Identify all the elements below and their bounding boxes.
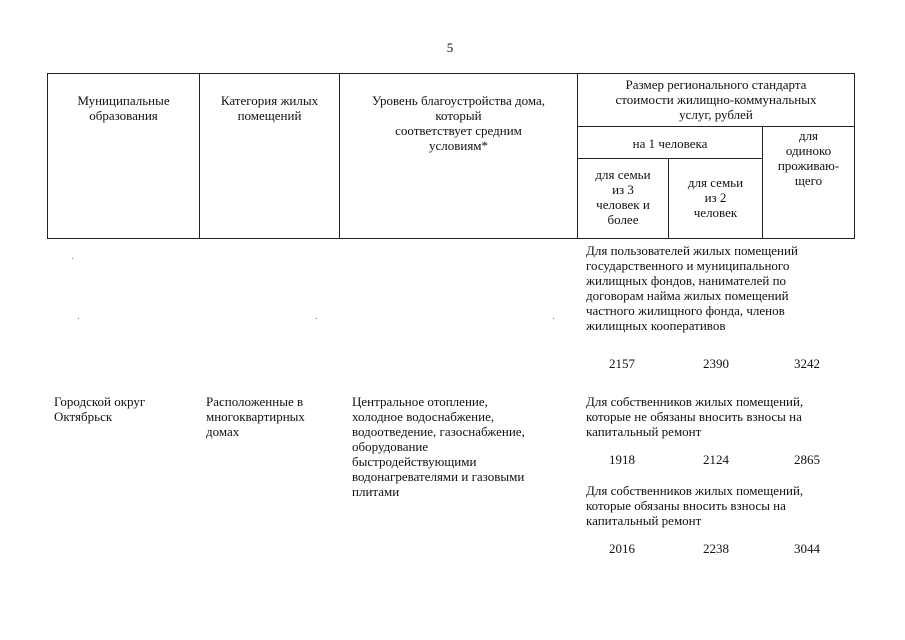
value-family3: 2016: [609, 541, 635, 556]
value-family3: 2157: [609, 356, 635, 371]
header-standard: Размер регионального стандарта стоимости жилищно-коммунальных услуг, рублей: [615, 77, 817, 122]
row-level: Центральное отопление, холодное водоснабжение, водоотведение, газоснабжение, оборудование быстродействующими водонагревателями и газовыми плитами: [352, 394, 525, 499]
header-municipal: Муниципальные образования: [77, 93, 170, 123]
header-category: Категория жилых помещений: [220, 93, 319, 123]
value-family2: 2390: [703, 356, 729, 371]
row-category: Расположенные в многоквартирных домах: [206, 394, 305, 439]
header-single: для одиноко проживаю- щего: [777, 128, 840, 188]
value-single: 3242: [794, 356, 820, 371]
header-family2: для семьи из 2 человек: [687, 175, 744, 220]
value-single: 3044: [794, 541, 820, 556]
value-family3: 1918: [609, 452, 635, 467]
value-single: 2865: [794, 452, 820, 467]
group-title: Для собственников жилых помещений, которые не обязаны вносить взносы на капитальный ремонт: [586, 394, 804, 439]
value-family2: 2124: [703, 452, 729, 467]
value-family2: 2238: [703, 541, 729, 556]
group-title: Для собственников жилых помещений, которые обязаны вносить взносы на капитальный ремонт: [586, 483, 804, 528]
header-level: Уровень благоустройства дома, который соответствует средним условиям*: [371, 93, 546, 153]
page-number: 5: [446, 40, 454, 55]
row-municipal: Городской округ Октябрьск: [54, 394, 146, 424]
header-family3: для семьи из 3 человек и более: [595, 167, 651, 227]
header-per-person: на 1 человека: [632, 136, 708, 151]
group-title: Для пользователей жилых помещений государственного и муниципального жилищных фондов, нанимателей по договорам найма жилых помещений частного жилищного фонда, членов жилищных кооперативов: [586, 243, 798, 333]
